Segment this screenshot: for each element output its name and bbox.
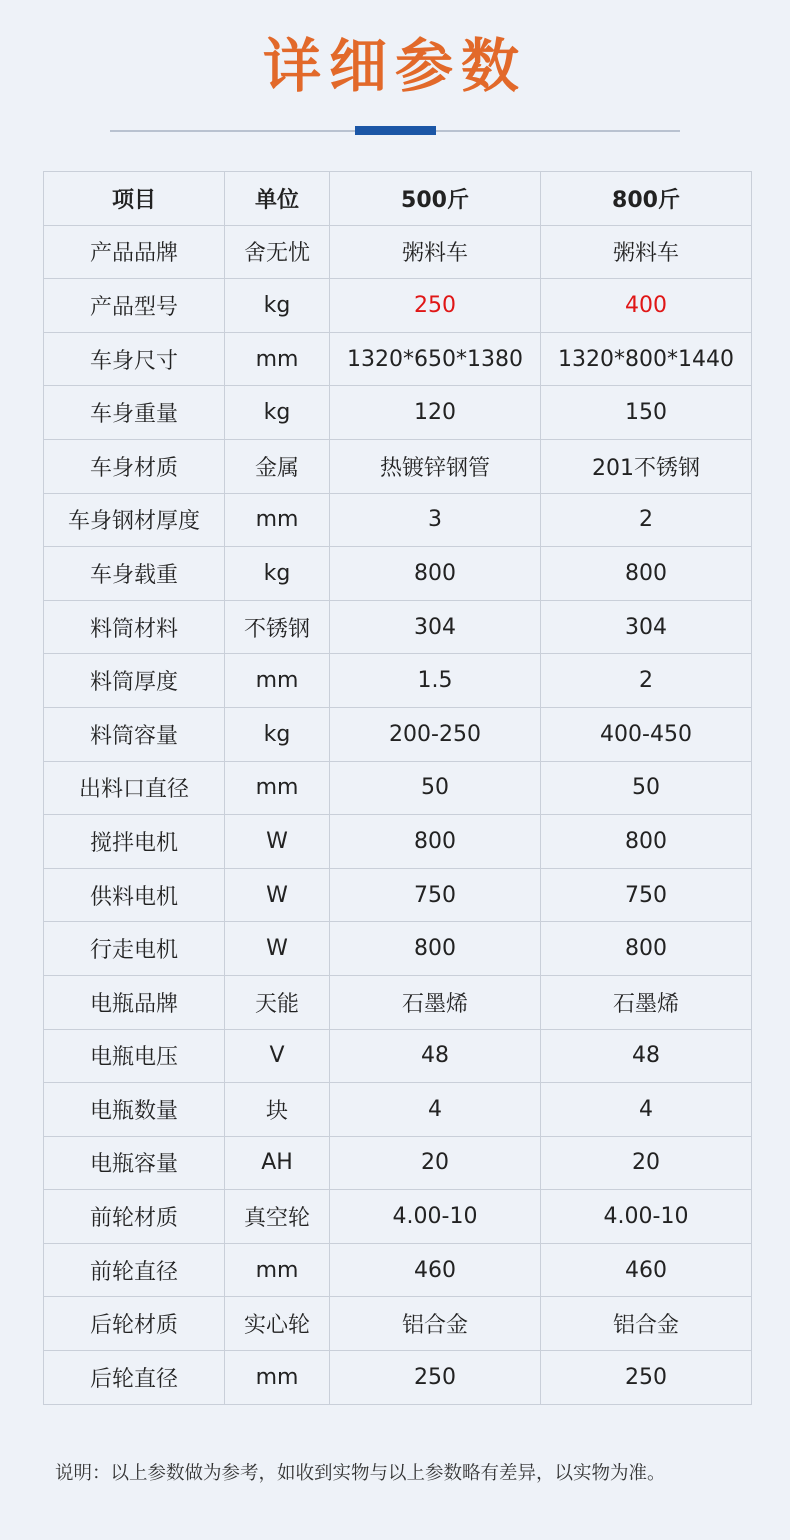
cell-500: 4.00-10 <box>330 1190 541 1244</box>
cell-800: 2 <box>541 654 752 708</box>
cell-item: 前轮材质 <box>44 1190 225 1244</box>
cell-item: 搅拌电机 <box>44 815 225 869</box>
cell-500: 800 <box>330 815 541 869</box>
cell-unit: W <box>225 868 330 922</box>
cell-800: 460 <box>541 1243 752 1297</box>
cell-800: 20 <box>541 1136 752 1190</box>
cell-800: 2 <box>541 493 752 547</box>
cell-unit: mm <box>225 761 330 815</box>
cell-500: 50 <box>330 761 541 815</box>
cell-unit: kg <box>225 707 330 761</box>
cell-800: 400-450 <box>541 707 752 761</box>
disclaimer-note: 说明：以上参数做为参考，如收到实物与以上参数略有差异，以实物为准。 <box>55 1463 666 1484</box>
table-row <box>44 868 752 922</box>
cell-unit: mm <box>225 1243 330 1297</box>
header-unit: 单位 <box>225 172 330 226</box>
table-row <box>44 1083 752 1137</box>
cell-500: 热镀锌钢管 <box>330 439 541 493</box>
cell-unit: mm <box>225 332 330 386</box>
table-row <box>44 1029 752 1083</box>
table-row <box>44 225 752 279</box>
cell-unit: 金属 <box>225 439 330 493</box>
table-row <box>44 1297 752 1351</box>
cell-500: 800 <box>330 547 541 601</box>
cell-unit: mm <box>225 493 330 547</box>
cell-item: 后轮材质 <box>44 1297 225 1351</box>
cell-item: 车身重量 <box>44 386 225 440</box>
cell-item: 车身载重 <box>44 547 225 601</box>
cell-item: 电瓶容量 <box>44 1136 225 1190</box>
cell-item: 车身尺寸 <box>44 332 225 386</box>
cell-unit: 块 <box>225 1083 330 1137</box>
cell-500: 1320*650*1380 <box>330 332 541 386</box>
cell-500: 铝合金 <box>330 1297 541 1351</box>
cell-item: 料筒材料 <box>44 600 225 654</box>
cell-800: 800 <box>541 547 752 601</box>
cell-800: 400 <box>541 279 752 333</box>
cell-800: 铝合金 <box>541 1297 752 1351</box>
cell-unit: 不锈钢 <box>225 600 330 654</box>
table-row <box>44 975 752 1029</box>
cell-unit: 舍无忧 <box>225 225 330 279</box>
cell-item: 电瓶数量 <box>44 1083 225 1137</box>
cell-800: 304 <box>541 600 752 654</box>
cell-800: 48 <box>541 1029 752 1083</box>
table-row <box>44 279 752 333</box>
table-row <box>44 1190 752 1244</box>
cell-unit: mm <box>225 654 330 708</box>
cell-500: 120 <box>330 386 541 440</box>
cell-unit: kg <box>225 279 330 333</box>
table-row <box>44 439 752 493</box>
cell-unit: 真空轮 <box>225 1190 330 1244</box>
cell-unit: 实心轮 <box>225 1297 330 1351</box>
table-row <box>44 1351 752 1405</box>
spec-table-body <box>44 225 752 1404</box>
cell-item: 供料电机 <box>44 868 225 922</box>
cell-500: 1.5 <box>330 654 541 708</box>
table-row <box>44 815 752 869</box>
cell-500: 粥料车 <box>330 225 541 279</box>
cell-unit: kg <box>225 547 330 601</box>
cell-500: 250 <box>330 1351 541 1405</box>
page-title: 详细参数 <box>262 32 527 100</box>
cell-unit: mm <box>225 1351 330 1405</box>
table-row <box>44 332 752 386</box>
table-row <box>44 547 752 601</box>
cell-500: 250 <box>330 279 541 333</box>
title-accent-bar <box>355 126 436 135</box>
cell-500: 4 <box>330 1083 541 1137</box>
cell-item: 产品型号 <box>44 279 225 333</box>
header-500: 500斤 <box>330 172 541 226</box>
table-row <box>44 654 752 708</box>
cell-800: 粥料车 <box>541 225 752 279</box>
table-row <box>44 1243 752 1297</box>
header-item: 项目 <box>44 172 225 226</box>
cell-800: 50 <box>541 761 752 815</box>
table-row <box>44 386 752 440</box>
cell-item: 料筒厚度 <box>44 654 225 708</box>
cell-500: 20 <box>330 1136 541 1190</box>
cell-500: 48 <box>330 1029 541 1083</box>
cell-800: 1320*800*1440 <box>541 332 752 386</box>
cell-item: 行走电机 <box>44 922 225 976</box>
cell-500: 800 <box>330 922 541 976</box>
cell-800: 201不锈钢 <box>541 439 752 493</box>
cell-item: 出料口直径 <box>44 761 225 815</box>
cell-500: 304 <box>330 600 541 654</box>
cell-item: 电瓶电压 <box>44 1029 225 1083</box>
cell-500: 石墨烯 <box>330 975 541 1029</box>
cell-unit: W <box>225 815 330 869</box>
cell-800: 4 <box>541 1083 752 1137</box>
cell-unit: AH <box>225 1136 330 1190</box>
table-row <box>44 707 752 761</box>
cell-item: 车身钢材厚度 <box>44 493 225 547</box>
cell-500: 3 <box>330 493 541 547</box>
cell-500: 750 <box>330 868 541 922</box>
cell-800: 250 <box>541 1351 752 1405</box>
table-row <box>44 600 752 654</box>
cell-unit: V <box>225 1029 330 1083</box>
cell-800: 4.00-10 <box>541 1190 752 1244</box>
cell-item: 后轮直径 <box>44 1351 225 1405</box>
header-800: 800斤 <box>541 172 752 226</box>
cell-unit: kg <box>225 386 330 440</box>
cell-800: 800 <box>541 815 752 869</box>
cell-item: 车身材质 <box>44 439 225 493</box>
cell-800: 750 <box>541 868 752 922</box>
table-header-row <box>44 172 752 226</box>
cell-item: 前轮直径 <box>44 1243 225 1297</box>
cell-800: 石墨烯 <box>541 975 752 1029</box>
table-row <box>44 493 752 547</box>
cell-500: 200-250 <box>330 707 541 761</box>
cell-800: 800 <box>541 922 752 976</box>
table-row <box>44 922 752 976</box>
table-row <box>44 1136 752 1190</box>
cell-unit: 天能 <box>225 975 330 1029</box>
cell-item: 料筒容量 <box>44 707 225 761</box>
cell-unit: W <box>225 922 330 976</box>
table-row <box>44 761 752 815</box>
cell-800: 150 <box>541 386 752 440</box>
cell-500: 460 <box>330 1243 541 1297</box>
cell-item: 电瓶品牌 <box>44 975 225 1029</box>
spec-table <box>43 171 752 1405</box>
cell-item: 产品品牌 <box>44 225 225 279</box>
